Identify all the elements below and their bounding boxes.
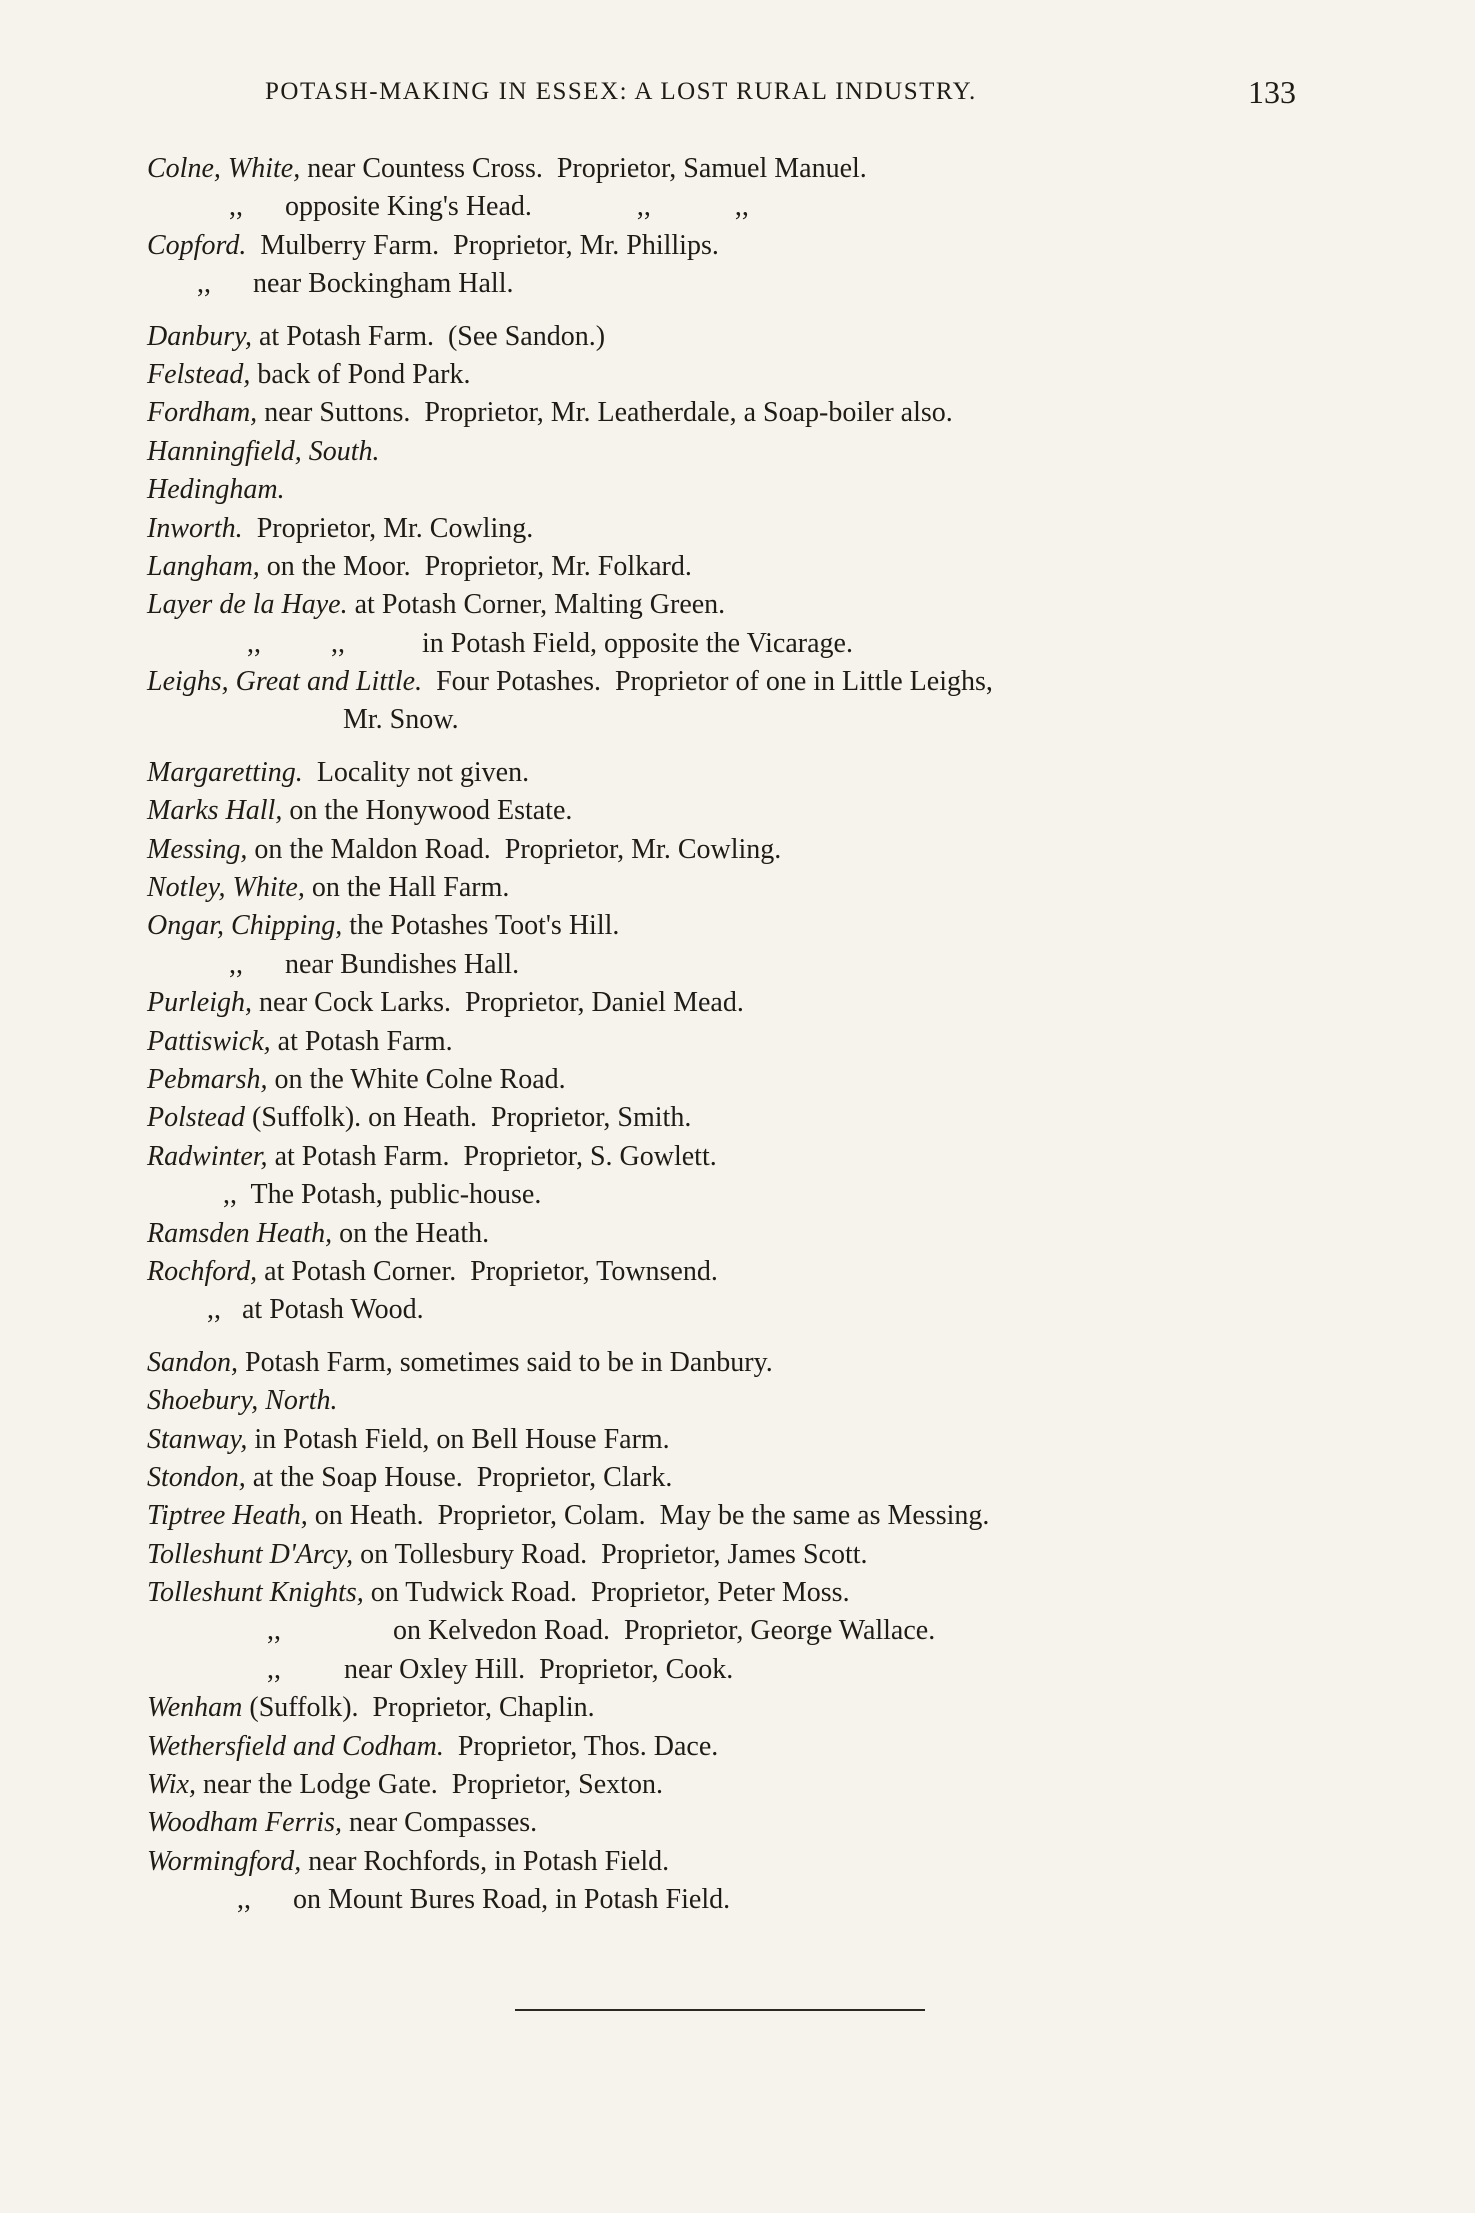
entry-detail: Proprietor, Mr. Cowling. (242, 512, 534, 544)
place-name: Inworth. (147, 512, 243, 544)
entry-detail: ,, near Bockingham Hall. (197, 268, 514, 300)
entry-detail: Mr. Snow. (343, 704, 459, 736)
list-item (147, 265, 1327, 303)
entry-detail: on the Heath. (332, 1217, 490, 1249)
running-header (0, 74, 1475, 118)
list-item (147, 510, 1327, 548)
entry-detail: on the Moor. Proprietor, Mr. Folkard. (259, 550, 692, 582)
place-name: Danbury, (147, 320, 252, 352)
entry-detail: at Potash Corner, Malting Green. (347, 589, 726, 621)
entry-detail: Four Potashes. Proprietor of one in Little Leighs, (422, 666, 993, 698)
entry-detail: near Suttons. Proprietor, Mr. Leatherdale, a Soap-boiler also. (257, 397, 953, 429)
list-item (147, 1651, 1327, 1689)
entry-detail: at Potash Farm. Proprietor, S. Gowlett. (267, 1140, 717, 1172)
list-item (147, 1574, 1327, 1612)
entry-detail: on Heath. Proprietor, Colam. May be the same as Messing. (307, 1500, 990, 1532)
entry-detail: at Potash Corner. Proprietor, Townsend. (257, 1255, 718, 1287)
list-item (147, 1421, 1327, 1459)
list-item (147, 1138, 1327, 1176)
entry-detail: Mulberry Farm. Proprietor, Mr. Phillips. (246, 229, 719, 261)
list-item (147, 1099, 1327, 1137)
list-item (147, 394, 1327, 432)
list-item (147, 1215, 1327, 1253)
list-item (147, 1728, 1327, 1766)
running-title: POTASH-MAKING IN ESSEX: A LOST RURAL INDUSTRY. (265, 78, 977, 105)
place-name: Margaretting. (147, 756, 303, 788)
indent-spacer (147, 1651, 267, 1689)
indent-spacer (147, 1612, 267, 1650)
list-item (147, 1843, 1327, 1881)
place-name: Polstead (147, 1102, 245, 1134)
page-number: 133 (1248, 74, 1296, 110)
list-item (147, 1023, 1327, 1061)
list-item (147, 150, 1327, 188)
entry-detail: on Tollesbury Road. Proprietor, James Scott. (353, 1538, 868, 1570)
entry-detail: at Potash Farm. (See Sandon.) (252, 320, 606, 352)
place-name: Pattiswick, (147, 1025, 271, 1057)
place-name: Tolleshunt D'Arcy, (147, 1538, 354, 1570)
list-item (147, 188, 1327, 226)
place-name: Leighs, Great and Little. (147, 666, 423, 698)
place-name: Fordham, (147, 397, 258, 429)
place-name: Wethersfield and Codham. (147, 1730, 444, 1762)
indent-spacer (147, 265, 197, 303)
entry-detail: on Tudwick Road. Proprietor, Peter Moss. (363, 1577, 850, 1609)
list-item (147, 754, 1327, 792)
place-name: Tiptree Heath, (147, 1500, 308, 1532)
place-name: Tolleshunt Knights, (147, 1577, 364, 1609)
place-name: Shoebury, North. (147, 1385, 338, 1417)
list-item (147, 831, 1327, 869)
place-name: Copford. (147, 229, 247, 261)
place-name: Wormingford, (147, 1845, 302, 1877)
list-item (147, 433, 1327, 471)
list-item (147, 1253, 1327, 1291)
indent-spacer (147, 946, 229, 984)
list-item (147, 1612, 1327, 1650)
place-name: Langham, (147, 550, 260, 582)
list-item (147, 1344, 1327, 1382)
place-name: Wix, (147, 1769, 196, 1801)
place-name: Layer de la Haye. (147, 589, 348, 621)
entry-detail: Potash Farm, sometimes said to be in Danbury. (238, 1346, 773, 1378)
list-item (147, 227, 1327, 265)
indent-spacer (147, 1176, 223, 1214)
entry-detail: on the Maldon Road. Proprietor, Mr. Cowling. (247, 833, 782, 865)
entry-detail: ,, at Potash Wood. (207, 1294, 424, 1326)
list-item (147, 1459, 1327, 1497)
place-name: Hedingham. (147, 474, 285, 506)
list-item (147, 663, 1327, 701)
place-name: Marks Hall, (147, 795, 283, 827)
place-name: Sandon, (147, 1346, 238, 1378)
list-item (147, 701, 1327, 739)
entry-detail: on the Hall Farm. (304, 872, 510, 904)
list-item (147, 1382, 1327, 1420)
indent-spacer (147, 188, 229, 226)
entry-detail: back of Pond Park. (250, 358, 471, 390)
entry-detail: (Suffolk). Proprietor, Chaplin. (242, 1692, 595, 1724)
list-item (147, 1536, 1327, 1574)
place-name: Notley, White, (147, 872, 305, 904)
place-name: Woodham Ferris, (147, 1807, 342, 1839)
gazetteer-list (147, 150, 1327, 1920)
entry-detail: Locality not given. (302, 756, 530, 788)
list-item (147, 586, 1327, 624)
place-name: Ongar, Chipping, (147, 910, 343, 942)
place-name: Rochford, (147, 1255, 258, 1287)
place-name: Pebmarsh, (147, 1063, 268, 1095)
entry-detail: on the White Colne Road. (267, 1063, 566, 1095)
entry-detail: in Potash Field, on Bell House Farm. (247, 1423, 670, 1455)
place-name: Colne, White, (147, 153, 301, 184)
list-item (147, 625, 1327, 663)
entry-detail: near Cock Larks. Proprietor, Daniel Mead. (252, 987, 744, 1019)
list-item (147, 1881, 1327, 1919)
place-name: Messing, (147, 833, 248, 865)
list-item (147, 869, 1327, 907)
entry-detail: at Potash Farm. (270, 1025, 453, 1057)
entry-detail: near Rochfords, in Potash Field. (301, 1845, 670, 1877)
place-name: Stondon, (147, 1461, 246, 1493)
entry-detail: near the Lodge Gate. Proprietor, Sexton. (196, 1769, 663, 1801)
entry-detail: ,, on Mount Bures Road, in Potash Field. (237, 1884, 731, 1916)
entry-detail: ,, near Oxley Hill. Proprietor, Cook. (267, 1653, 734, 1685)
list-item (147, 907, 1327, 945)
place-name: Hanningfield, South. (147, 435, 380, 467)
indent-spacer (147, 1881, 237, 1919)
list-item (147, 1766, 1327, 1804)
list-item (147, 946, 1327, 984)
list-item (147, 356, 1327, 394)
list-item (147, 548, 1327, 586)
place-name: Stanway, (147, 1423, 248, 1455)
place-name: Ramsden Heath, (147, 1217, 333, 1249)
list-item (147, 1804, 1327, 1842)
entry-detail: Proprietor, Thos. Dace. (443, 1730, 719, 1762)
list-item (147, 984, 1327, 1022)
indent-spacer (147, 701, 343, 739)
list-item (147, 1061, 1327, 1099)
list-item (147, 318, 1327, 356)
entry-detail: on the Honywood Estate. (282, 795, 573, 827)
entry-detail: ,, opposite King's Head. ,, ,, (229, 191, 749, 223)
entry-detail: at the Soap House. Proprietor, Clark. (245, 1461, 673, 1493)
entry-detail: (Suffolk). on Heath. Proprietor, Smith. (245, 1102, 692, 1134)
indent-spacer (147, 1291, 207, 1329)
list-item (147, 1689, 1327, 1727)
entry-detail: ,, The Potash, public-house. (223, 1179, 542, 1211)
entry-detail: near Compasses. (341, 1807, 538, 1839)
list-item (147, 1291, 1327, 1329)
place-name: Wenham (147, 1692, 243, 1724)
list-item (147, 1497, 1327, 1535)
entry-detail: ,, near Bundishes Hall. (229, 948, 520, 980)
place-name: Radwinter, (147, 1140, 268, 1172)
indent-spacer (147, 625, 247, 663)
entry-detail: ,, on Kelvedon Road. Proprietor, George Wallace. (267, 1615, 936, 1647)
place-name: Felstead, (147, 358, 251, 390)
list-item (147, 792, 1327, 830)
place-name: Purleigh, (147, 987, 252, 1019)
list-item (147, 1176, 1327, 1214)
entry-detail: the Potashes Toot's Hill. (342, 910, 620, 942)
entry-detail: ,, ,, in Potash Field, opposite the Vicarage. (247, 627, 853, 659)
list-item (147, 471, 1327, 509)
entry-detail: near Countess Cross. Proprietor, Samuel Manuel. (300, 153, 867, 184)
section-divider (515, 2009, 925, 2011)
